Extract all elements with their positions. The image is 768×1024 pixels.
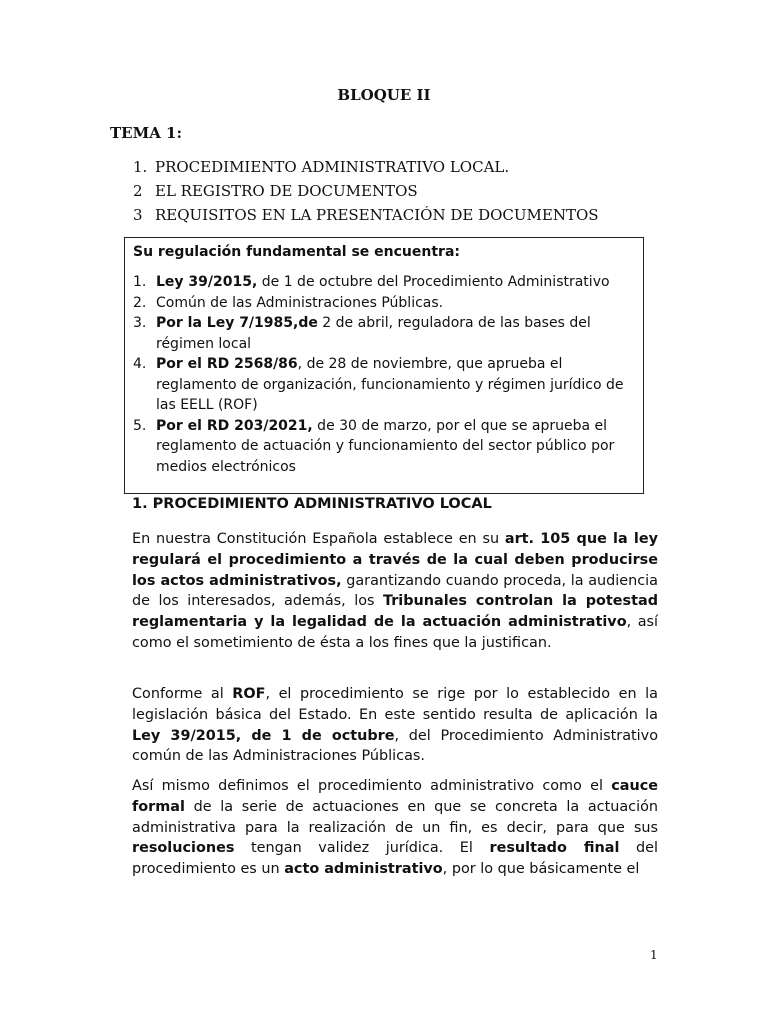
- list-item-number: 1.: [133, 158, 148, 176]
- section-title: 1. PROCEDIMIENTO ADMINISTRATIVO LOCAL: [132, 496, 492, 512]
- law-description: 2 de abril, reguladora de las bases del régimen local: [156, 315, 591, 352]
- topic-index-list: [133, 157, 653, 229]
- paragraph-definition: Así mismo definimos el procedimiento administrativo como el cauce formal de la serie de actuaciones en que se concreta la actuación administrativa para la realización de un fin, es decir, para que sus resoluciones tengan validez jurídica. El resultado final del procedimiento es un acto administrativo, por lo que básicamente el: [132, 778, 658, 878]
- list-item-number: 1.: [133, 274, 147, 290]
- list-item: [133, 181, 653, 205]
- list-item-number: 2: [133, 182, 143, 200]
- list-item: [133, 293, 635, 314]
- list-item-text: EL REGISTRO DE DOCUMENTOS: [155, 182, 418, 200]
- paragraph-rof: Conforme al ROF, el procedimiento se rige por lo establecido en la legislación básica del Estado. En este sentido resulta de aplicación la Ley 39/2015, de 1 de octubre, del Procedimiento Administrativo común de las Administraciones Públicas.: [132, 686, 658, 765]
- law-reference: Por el RD 203/2021,: [156, 417, 313, 434]
- list-item: [133, 205, 653, 229]
- list-item: [133, 157, 653, 181]
- list-item-text: REQUISITOS EN LA PRESENTACIÓN DE DOCUMENTOS: [155, 206, 599, 224]
- list-item: [133, 354, 635, 416]
- list-item-number: 2.: [133, 294, 147, 311]
- list-item-number: 3: [133, 206, 143, 224]
- law-description: , de 28 de noviembre, que aprueba el reglamento de organización, funcionamiento y régimen jurídico de las EELL (ROF): [156, 356, 624, 413]
- law-reference: Por la Ley 7/1985,de: [156, 315, 318, 331]
- law-description: Común de las Administraciones Públicas.: [156, 294, 444, 311]
- list-item: [133, 313, 635, 354]
- list-item: [133, 416, 635, 478]
- topic-title: TEMA 1:: [110, 124, 183, 142]
- list-item-number: 3.: [133, 315, 147, 331]
- law-description: de 1 de octubre del Procedimiento Administrativo: [257, 274, 610, 290]
- law-description: de 30 de marzo, por el que se aprueba el reglamento de actuación y funcionamiento del sector público por medios electrónicos: [156, 417, 615, 475]
- block-title: BLOQUE II: [337, 86, 431, 104]
- page-number: 1: [650, 948, 658, 962]
- regulation-box: [124, 237, 644, 494]
- regulation-list: [133, 272, 635, 477]
- regulation-box-heading: Su regulación fundamental se encuentra:: [133, 244, 461, 260]
- list-item-number: 5.: [133, 417, 147, 434]
- list-item-text: PROCEDIMIENTO ADMINISTRATIVO LOCAL.: [155, 158, 510, 176]
- list-item: [133, 272, 635, 293]
- law-reference: Por el RD 2568/86: [156, 356, 298, 372]
- paragraph-constitution: En nuestra Constitución Española establece en su art. 105 que la ley regulará el procedimiento a través de la cual deben producirse los actos administrativos, garantizando cuando proceda, la audiencia de los interesados, además, los Tribunales controlan la potestad reglamentaria y la legalidad de la actuación administrativo, así como el sometimiento de ésta a los fines que la justifican.: [132, 531, 659, 651]
- law-reference: Ley 39/2015,: [156, 274, 258, 290]
- list-item-number: 4.: [133, 356, 147, 372]
